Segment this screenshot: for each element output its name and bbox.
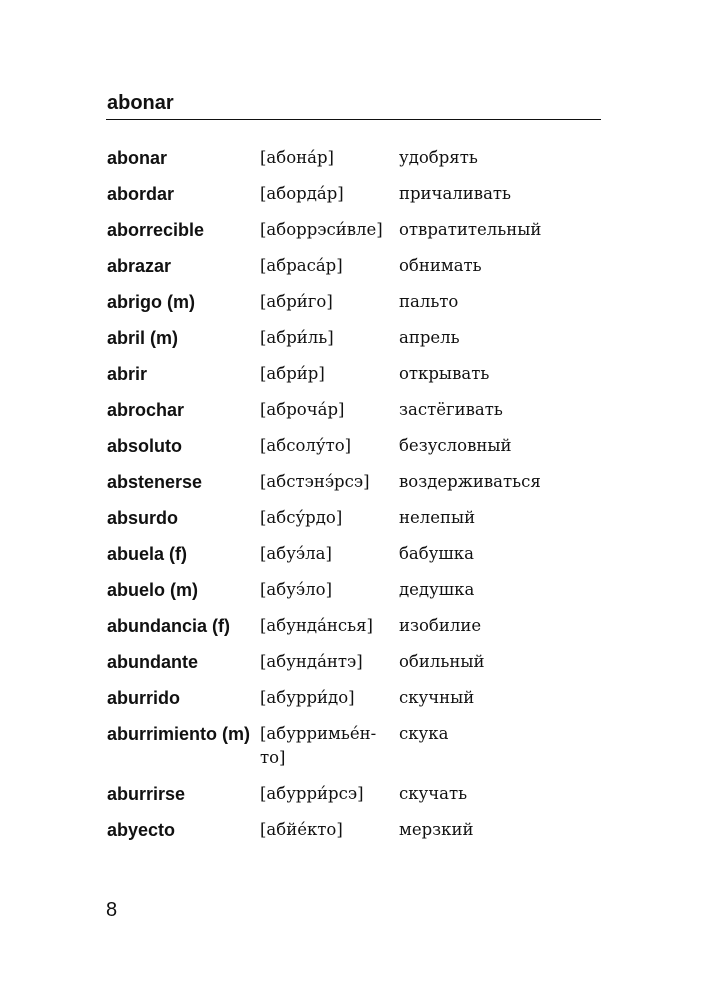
entry-row bbox=[107, 536, 601, 572]
entry-row bbox=[107, 428, 601, 464]
entry-translation: отвратительный bbox=[399, 220, 542, 239]
entry-row bbox=[107, 176, 601, 212]
entry-row bbox=[107, 608, 601, 644]
entry-pronunciation: [абраса́р] bbox=[260, 256, 343, 275]
entry-word: abrazar bbox=[107, 256, 172, 276]
entry-row bbox=[107, 644, 601, 680]
entry-word: absoluto bbox=[107, 436, 182, 456]
entry-translation: причаливать bbox=[399, 184, 512, 203]
entry-row bbox=[107, 500, 601, 536]
entry-word: abundante bbox=[107, 652, 199, 672]
dictionary-entries bbox=[107, 140, 601, 848]
entry-pronunciation: [абри́ль] bbox=[260, 328, 334, 347]
entry-word: aburrido bbox=[107, 688, 181, 708]
entry-word: abstenerse bbox=[107, 472, 203, 492]
entry-pronunciation: [абри́го] bbox=[260, 292, 333, 311]
entry-row bbox=[107, 464, 601, 500]
entry-row bbox=[107, 680, 601, 716]
entry-translation: удобрять bbox=[399, 148, 478, 167]
entry-translation: воздерживаться bbox=[399, 472, 541, 491]
entry-row bbox=[107, 776, 601, 812]
entry-word: aburrimiento (m) bbox=[107, 724, 251, 744]
entry-row bbox=[107, 140, 601, 176]
entry-word: abundancia (f) bbox=[107, 616, 231, 636]
entry-translation: безусловный bbox=[399, 436, 512, 455]
entry-translation: обнимать bbox=[399, 256, 482, 275]
entry-word: aborrecible bbox=[107, 220, 205, 240]
entry-pronunciation: [абунда́нсья] bbox=[260, 616, 373, 635]
page-number: 8 bbox=[106, 899, 118, 921]
entry-row bbox=[107, 572, 601, 608]
entry-row bbox=[107, 320, 601, 356]
entry-word: absurdo bbox=[107, 508, 179, 528]
entry-translation: скучный bbox=[399, 688, 475, 707]
entry-row bbox=[107, 812, 601, 848]
entry-row bbox=[107, 356, 601, 392]
entry-pronunciation: [абстэнэ́рсэ] bbox=[260, 472, 370, 491]
entry-translation: мерзкий bbox=[399, 820, 474, 839]
entry-word: aburrirse bbox=[107, 784, 186, 804]
entry-pronunciation: [абсолу́то] bbox=[260, 436, 352, 455]
entry-pronunciation: [абона́р] bbox=[260, 148, 334, 167]
entry-translation: скука bbox=[399, 724, 449, 743]
entry-pronunciation: [аборда́р] bbox=[260, 184, 344, 203]
entry-pronunciation: [абурри́рсэ] bbox=[260, 784, 364, 803]
entry-word: abuela (f) bbox=[107, 544, 188, 564]
entry-pronunciation: [абурримье́н- то] bbox=[260, 724, 377, 767]
entry-word: abrir bbox=[107, 364, 148, 384]
entry-word: abyecto bbox=[107, 820, 176, 840]
entry-translation: открывать bbox=[399, 364, 490, 383]
entry-word: abrochar bbox=[107, 400, 185, 420]
entry-pronunciation: [абуэ́ла] bbox=[260, 544, 332, 563]
entry-word: abuelo (m) bbox=[107, 580, 199, 600]
entry-word: abril (m) bbox=[107, 328, 179, 348]
entry-translation: застёгивать bbox=[399, 400, 503, 419]
running-head-word: abonar bbox=[107, 92, 174, 114]
entry-translation: обильный bbox=[399, 652, 485, 671]
entry-translation: бабушка bbox=[399, 544, 474, 563]
entry-pronunciation: [абуэ́ло] bbox=[260, 580, 333, 599]
entry-row bbox=[107, 284, 601, 320]
entry-pronunciation: [абунда́нтэ] bbox=[260, 652, 363, 671]
entry-translation: пальто bbox=[399, 292, 459, 311]
entry-pronunciation: [абурри́до] bbox=[260, 688, 355, 707]
entry-row bbox=[107, 716, 601, 776]
entry-row bbox=[107, 212, 601, 248]
entry-word: abonar bbox=[107, 148, 168, 168]
entry-row bbox=[107, 248, 601, 284]
entry-pronunciation: [абсу́рдо] bbox=[260, 508, 343, 527]
entry-translation: скучать bbox=[399, 784, 468, 803]
entry-translation: апрель bbox=[399, 328, 460, 347]
entry-translation: нелепый bbox=[399, 508, 476, 527]
entry-pronunciation: [аброча́р] bbox=[260, 400, 345, 419]
entry-word: abordar bbox=[107, 184, 175, 204]
entry-translation: дедушка bbox=[399, 580, 475, 599]
running-header bbox=[106, 88, 601, 120]
entry-pronunciation: [абри́р] bbox=[260, 364, 325, 383]
entry-row bbox=[107, 392, 601, 428]
entry-pronunciation: [абйе́кто] bbox=[260, 820, 343, 839]
entry-pronunciation: [аборрэси́вле] bbox=[260, 220, 383, 239]
entry-translation: изобилие bbox=[399, 616, 482, 635]
entry-word: abrigo (m) bbox=[107, 292, 195, 312]
